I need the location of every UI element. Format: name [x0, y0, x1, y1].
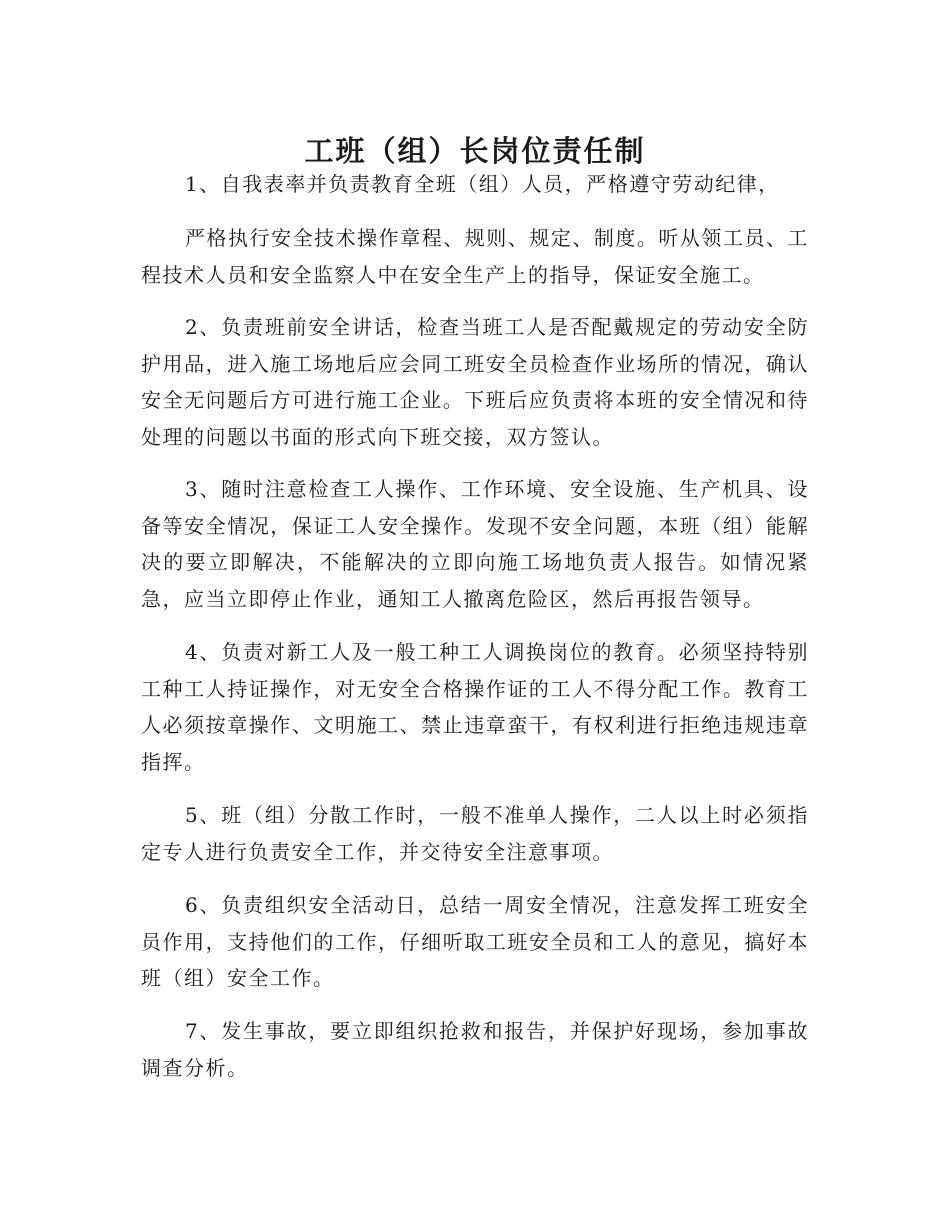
paragraph-4: 3、随时注意检查工人操作、工作环境、安全设施、生产机具、设备等安全情况，保证工人安全操作。发现不安全问题，本班（组）能解决的要立即解决，不能解决的立即向施工场地负责人报告。如情况紧急，应当立即停止作业，通知工人撤离危险区，然后再报告领导。 [141, 477, 809, 611]
paragraph-8: 7、发生事故，要立即组织抢救和报告，并保护好现场，参加事故调查分析。 [141, 1019, 809, 1080]
paragraph-6: 5、班（组）分散工作时，一般不准单人操作，二人以上时必须指定专人进行负责安全工作，并交待安全注意事项。 [141, 803, 809, 864]
document-title: 工班（组）长岗位责任制 [304, 134, 646, 169]
paragraph-3: 2、负责班前安全讲话，检查当班工人是否配戴规定的劳动安全防护用品，进入施工场地后应会同工班安全员检查作业场所的情况，确认安全无问题后方可进行施工企业。下班后应负责将本班的安全情况和待处理的问题以书面的形式向下班交接，双方签认。 [141, 315, 809, 449]
paragraph-7: 6、负责组织安全活动日，总结一周安全情况，注意发挥工班安全员作用，支持他们的工作，仔细听取工班安全员和工人的意见，搞好本班（组）安全工作。 [141, 893, 809, 990]
paragraph-2: 严格执行安全技术操作章程、规则、规定、制度。听从领工员、工程技术人员和安全监察人中在安全生产上的指导，保证安全施工。 [141, 226, 809, 287]
paragraph-1: 1、自我表率并负责教育全班（组）人员，严格遵守劳动纪律， [185, 172, 780, 196]
paragraph-5: 4、负责对新工人及一般工种工人调换岗位的教育。必须坚持特别工种工人持证操作，对无安全合格操作证的工人不得分配工作。教育工人必须按章操作、文明施工、禁止违章蛮干，有权利进行拒绝违规违章指挥。 [141, 640, 809, 774]
